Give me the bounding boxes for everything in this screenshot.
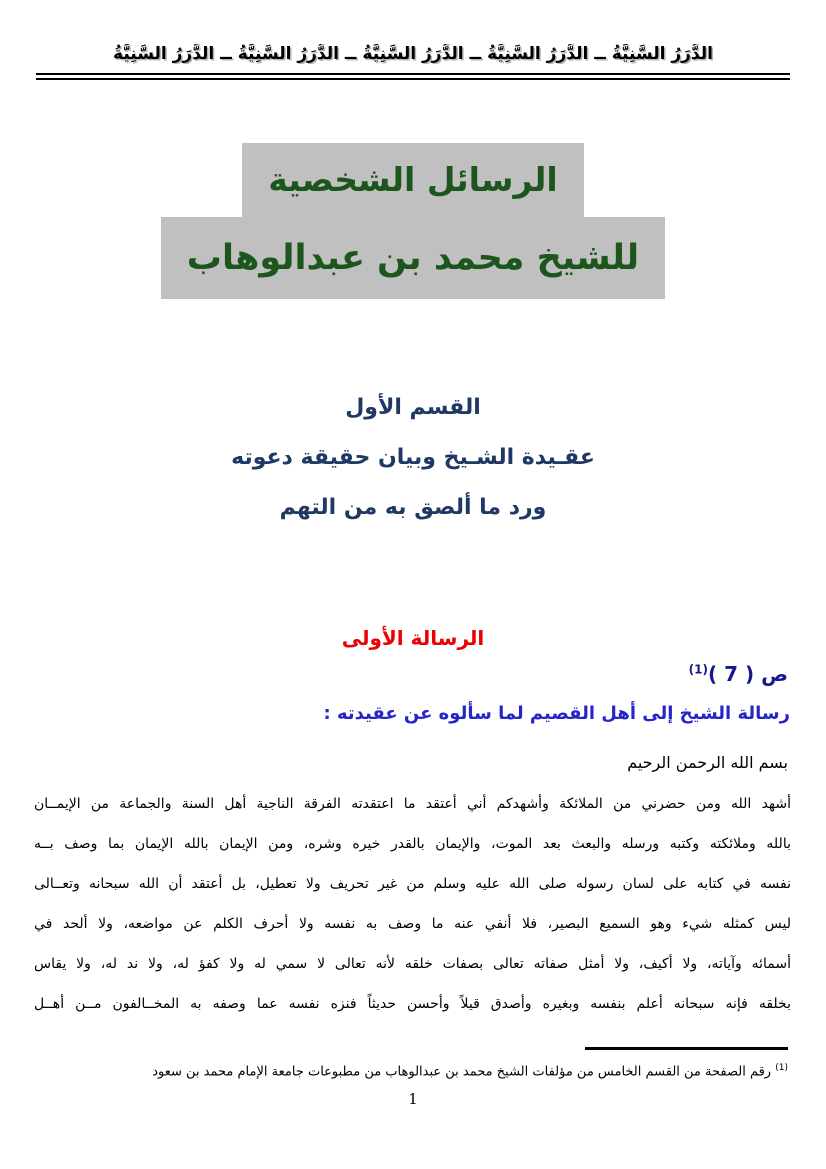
book-title-line1-text: الرسائل الشخصية (242, 143, 583, 217)
book-title-line2-text: للشيخ محمد بن عبدالوهاب (161, 217, 665, 299)
body-line: نفسه في كتابه على لسان رسوله صلى الله عليه وسلم من غير تحريف ولا تعطيل، بل أعتقد أن الله سبحانه وتعــالى (34, 876, 791, 892)
book-title (0, 143, 826, 299)
section-heading-line2: عقـيدة الشـيخ وبيان حقيقة دعوته (231, 445, 595, 470)
page-header (36, 44, 790, 80)
body-line: بخلقه فإنه سبحانه أعلم بنفسه وبغيره وأصدق قيلاً وأحسن حديثاً فنزه نفسه عما وصفه به المخــالفون مــن أهــل (34, 996, 791, 1012)
footnote-marker: (1) (775, 1063, 788, 1073)
running-title: الدُّرَرُ السَّنِيَّةُ ــ الدُّرَرُ السَّنِيَّةُ ــ الدُّرَرُ السَّنِيَّةُ ــ الدُّرَرُ السَّنِيَّةُ ــ الدُّرَرُ السَّنِيَّةُ (113, 44, 713, 64)
page-reference-text: ص ( 7 ) (707, 662, 788, 686)
page-number: 1 (408, 1090, 418, 1108)
body-line: بالله وملائكته وكتبه ورسله والبعث بعد الموت، والإيمان بالقدر خيره وشره، ومن الإيمان بالله الإيمان بما وصف بــه (34, 836, 791, 852)
letter-body (34, 784, 791, 1024)
basmala: بسم الله الرحمن الرحيم (627, 753, 788, 772)
footnote-separator (585, 1047, 788, 1050)
book-title-line2 (161, 217, 665, 299)
page-reference (38, 662, 788, 686)
section-heading-line3: ورد ما ألصق به من التهم (279, 495, 547, 520)
letter-title: الرسالة الأولى (341, 626, 485, 650)
letter-subject: رسالة الشيخ إلى أهل القصيم لما سألوه عن عقيدته : (323, 703, 790, 724)
body-line: أسمائه وآياته، ولا أكيف، ولا أمثل صفاته تعالى بصفات خلقه لأنه تعالى لا سمي له ولا كفؤ له، ولا ند له، ولا يقاس (34, 956, 791, 972)
body-line: ليس كمثله شيء وهو السميع البصير، فلا أنفي عنه ما وصف به نفسه ولا أحرف الكلم عن مواضعه، ولا ألحد في (34, 916, 791, 932)
footnote-marker-ref: (1) (688, 662, 708, 677)
book-title-line1 (242, 143, 583, 217)
section-heading (0, 383, 826, 533)
footnote-text: رقم الصفحة من القسم الخامس من مؤلفات الشيخ محمد بن عبدالوهاب من مطبوعات جامعة الإمام محمد بن سعود (152, 1064, 772, 1080)
section-heading-line1: القسم الأول (345, 395, 481, 420)
body-line: أشهد الله ومن حضرني من الملائكة وأشهدكم أني أعتقد ما اعتقدته الفرقة الناجية أهل السنة والجماعة من الإيمــان (34, 796, 791, 812)
footnote (38, 1057, 788, 1083)
